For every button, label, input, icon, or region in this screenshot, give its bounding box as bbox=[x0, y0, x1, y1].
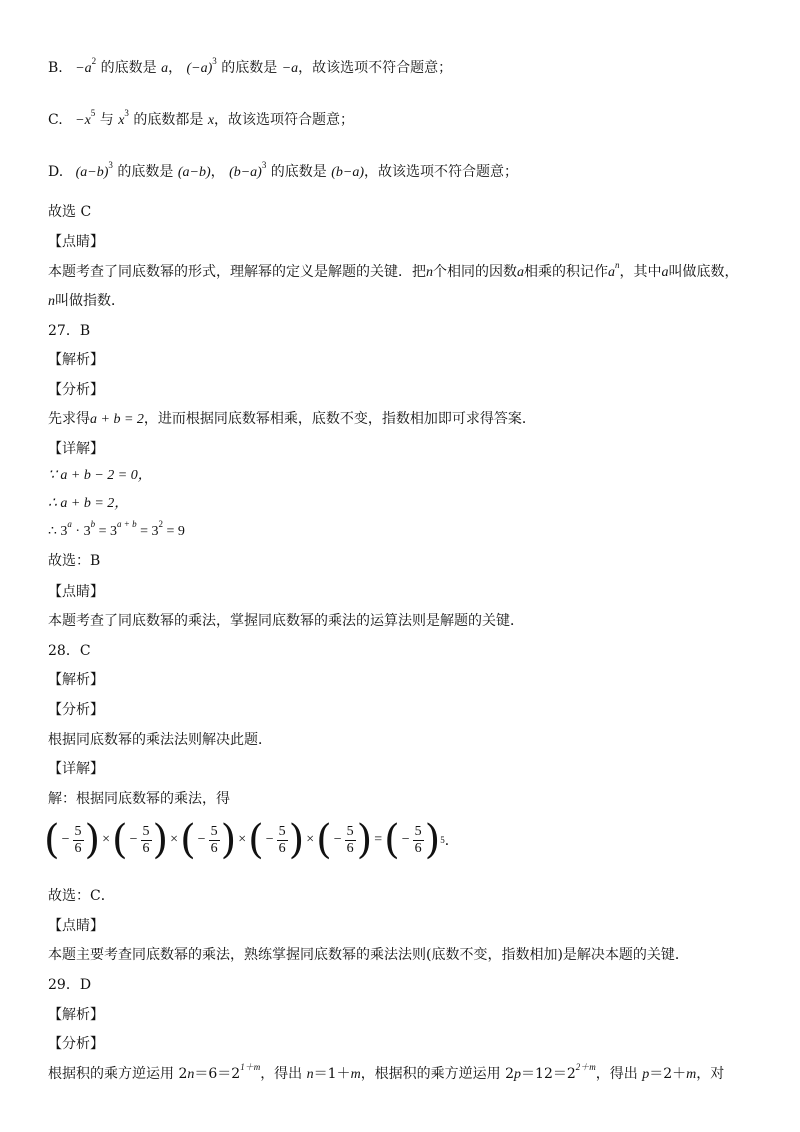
math-var: m bbox=[350, 1067, 361, 1082]
section-heading-fenxi-3: 【分析】 bbox=[48, 1036, 104, 1052]
exponent: a + b bbox=[117, 519, 137, 529]
q29-analysis bbox=[48, 1064, 724, 1085]
denominator: 6 bbox=[414, 840, 422, 856]
text: = 9 bbox=[162, 524, 185, 539]
denominator: 6 bbox=[346, 840, 354, 856]
numerator: 5 bbox=[346, 823, 354, 839]
text: 个相同的因数 bbox=[433, 264, 517, 280]
option-d-line bbox=[48, 162, 518, 183]
section-heading-fenxi: 【分析】 bbox=[48, 382, 104, 398]
math-var: a bbox=[661, 265, 669, 280]
text: ，进而根据同底数幂相乘，底数不变，指数相加即可求得答案． bbox=[143, 411, 536, 427]
numerator: 5 bbox=[210, 823, 218, 839]
text: ，故该选项不符合题意； bbox=[298, 60, 453, 76]
math-expr: a + b = 2 bbox=[90, 412, 144, 427]
section-heading-fenxi-2: 【分析】 bbox=[48, 702, 104, 718]
section-heading-jiexi-3: 【解析】 bbox=[48, 1007, 104, 1023]
text: ， bbox=[210, 164, 225, 180]
times-sign: × bbox=[238, 832, 247, 847]
q27-summary: 本题考查了同底数幂的乘法，掌握同底数幂的乘法的运算法则是解题的关键． bbox=[48, 613, 524, 629]
math-var: p bbox=[642, 1067, 650, 1082]
text: 的底数是 bbox=[117, 164, 174, 180]
text: ∴ 3 bbox=[48, 524, 68, 539]
exponent: b bbox=[90, 519, 96, 529]
math-expr: x bbox=[118, 113, 125, 128]
text: = 3 bbox=[95, 524, 117, 539]
question-28-heading: 28．C bbox=[48, 643, 91, 659]
math-var: n bbox=[48, 294, 55, 309]
section-heading-xiangjie: 【详解】 bbox=[48, 441, 104, 457]
text: ， bbox=[168, 60, 183, 76]
text: ，得出 bbox=[595, 1066, 643, 1082]
text: 叫做指数． bbox=[55, 293, 125, 309]
option-label: C. bbox=[48, 112, 63, 128]
section-heading-jiexi-2: 【解析】 bbox=[48, 672, 104, 688]
denominator: 6 bbox=[278, 840, 286, 856]
summary-line-2 bbox=[48, 291, 125, 312]
fraction-term: ( − $\frac{5}{6}$ ) bbox=[248, 817, 305, 863]
times-sign: × bbox=[306, 832, 315, 847]
period: ． bbox=[444, 833, 459, 849]
exponent: 2 bbox=[91, 56, 97, 66]
equals-sign: = bbox=[374, 832, 383, 847]
exponent: 3 bbox=[108, 160, 113, 170]
fraction-term: ( − $\frac{5}{6}$ ) bbox=[384, 817, 441, 863]
text: ，故该选项不符合题意； bbox=[364, 164, 519, 180]
summary-line bbox=[48, 262, 739, 283]
exponent: 1＋m bbox=[240, 1062, 261, 1072]
exponent: 2 bbox=[158, 519, 163, 529]
numerator: 5 bbox=[74, 823, 82, 839]
text: 与 bbox=[99, 112, 114, 128]
numerator: 5 bbox=[278, 823, 286, 839]
math-var: n bbox=[426, 265, 433, 280]
section-heading-dianjing: 【点睛】 bbox=[48, 234, 104, 250]
option-c-line bbox=[48, 110, 354, 131]
section-heading-dianjing-3: 【点睛】 bbox=[48, 918, 104, 934]
math-var: m bbox=[686, 1067, 697, 1082]
math-var: p bbox=[514, 1067, 522, 1082]
exponent: 3 bbox=[124, 108, 129, 118]
option-label: D. bbox=[48, 164, 64, 180]
math-var: n bbox=[306, 1067, 314, 1082]
section-heading-dianjing-2: 【点睛】 bbox=[48, 584, 104, 600]
math-expr: −a bbox=[281, 61, 299, 76]
q28-summary: 本题主要考查同底数幂的乘法，熟练掌握同底数幂的乘法法则(底数不变，指数相加)是解决本题的关键． bbox=[48, 947, 689, 963]
q28-step-1: 解：根据同底数幂的乘法，得 bbox=[48, 791, 230, 807]
question-27-heading: 27．B bbox=[48, 323, 91, 339]
math-expr: (a−b) bbox=[75, 165, 109, 180]
text: ＝6＝2 bbox=[194, 1066, 241, 1082]
exponent: 5 bbox=[90, 108, 96, 118]
math-expr: x bbox=[207, 113, 215, 128]
question-29-heading: 29．D bbox=[48, 977, 92, 993]
numerator: 5 bbox=[142, 823, 150, 839]
text: ＝12＝2 bbox=[521, 1066, 576, 1082]
q27-step-3 bbox=[48, 519, 185, 542]
q28-analysis: 根据同底数幂的乘法法则解决此题． bbox=[48, 732, 272, 748]
text: 的底数是 bbox=[221, 60, 278, 76]
option-label: B. bbox=[48, 60, 63, 76]
text: 的底数都是 bbox=[133, 112, 204, 128]
times-sign: × bbox=[102, 832, 111, 847]
text: 相乘的积记作 bbox=[524, 264, 608, 280]
exponent: 3 bbox=[212, 56, 217, 66]
q28-answer: 故选：C． bbox=[48, 888, 115, 904]
text: 叫做底数， bbox=[668, 264, 739, 280]
math-expr: (a−b) bbox=[177, 165, 211, 180]
text: ，得出 bbox=[260, 1066, 307, 1082]
answer-line: 故选 C bbox=[48, 204, 92, 220]
text: 的底数是 bbox=[270, 164, 327, 180]
math-expr: −a bbox=[75, 61, 92, 76]
numerator: 5 bbox=[414, 823, 422, 839]
text: = 3 bbox=[136, 524, 159, 539]
math-expr: (−a) bbox=[186, 61, 213, 76]
exponent: 3 bbox=[261, 160, 267, 170]
times-sign: × bbox=[170, 832, 179, 847]
math-expr: −x bbox=[75, 113, 91, 128]
option-b-line bbox=[48, 58, 452, 79]
text: ，对 bbox=[696, 1066, 725, 1082]
denominator: 6 bbox=[74, 840, 82, 856]
fraction-term: ( − $\frac{5}{6}$ ) bbox=[316, 817, 373, 863]
math-var: a bbox=[608, 265, 615, 280]
text: ＝2＋ bbox=[649, 1066, 687, 1082]
exponent: 2＋m bbox=[575, 1062, 596, 1072]
math-var: n bbox=[187, 1067, 195, 1082]
denominator: 6 bbox=[210, 840, 218, 856]
fraction-term: ( − $\frac{5}{6}$ ) bbox=[180, 817, 237, 863]
text: 根据积的乘方逆运用 2 bbox=[48, 1066, 188, 1082]
text: 先求得 bbox=[48, 411, 90, 427]
fraction-term: ( − $\frac{5}{6}$ ) bbox=[44, 817, 101, 863]
section-heading-jiexi: 【解析】 bbox=[48, 352, 104, 368]
text: · 3 bbox=[71, 524, 91, 539]
math-var: a bbox=[517, 265, 524, 280]
fraction-term: ( − $\frac{5}{6}$ ) bbox=[112, 817, 169, 863]
denominator: 6 bbox=[142, 840, 150, 856]
q27-analysis bbox=[48, 409, 536, 430]
math-expr: (b−a) bbox=[229, 165, 262, 180]
text: ＝1＋ bbox=[313, 1066, 351, 1082]
q27-step-1: ∵ a + b − 2 = 0， bbox=[48, 468, 152, 483]
exponent: a bbox=[67, 519, 72, 529]
q28-equation: ( − $\frac{5}{6}$ ) × ( − $\frac{5}{6}$ ) × ( − $\frac{5}{6}$ ) × ( − $\frac{5}{6}$ ) × ( − $\frac{5}{6}$ ) = ( − $\frac{5}{6}$ ) 5 ． bbox=[44, 817, 459, 863]
q27-step-2: ∴ a + b = 2， bbox=[48, 496, 129, 511]
exponent: n bbox=[615, 260, 620, 270]
text: ，故该选项符合题意； bbox=[214, 112, 355, 128]
text: 本题考查了同底数幂的形式，理解幂的定义是解题的关键．把 bbox=[48, 264, 426, 280]
section-heading-xiangjie-2: 【详解】 bbox=[48, 761, 104, 777]
text: ，根据积的乘方逆运用 2 bbox=[360, 1066, 515, 1082]
math-expr: (b−a) bbox=[331, 165, 365, 180]
math-expr: a bbox=[161, 61, 169, 76]
text: 的底数是 bbox=[100, 60, 157, 76]
q27-answer: 故选：B bbox=[48, 553, 101, 569]
text: ，其中 bbox=[619, 264, 662, 280]
